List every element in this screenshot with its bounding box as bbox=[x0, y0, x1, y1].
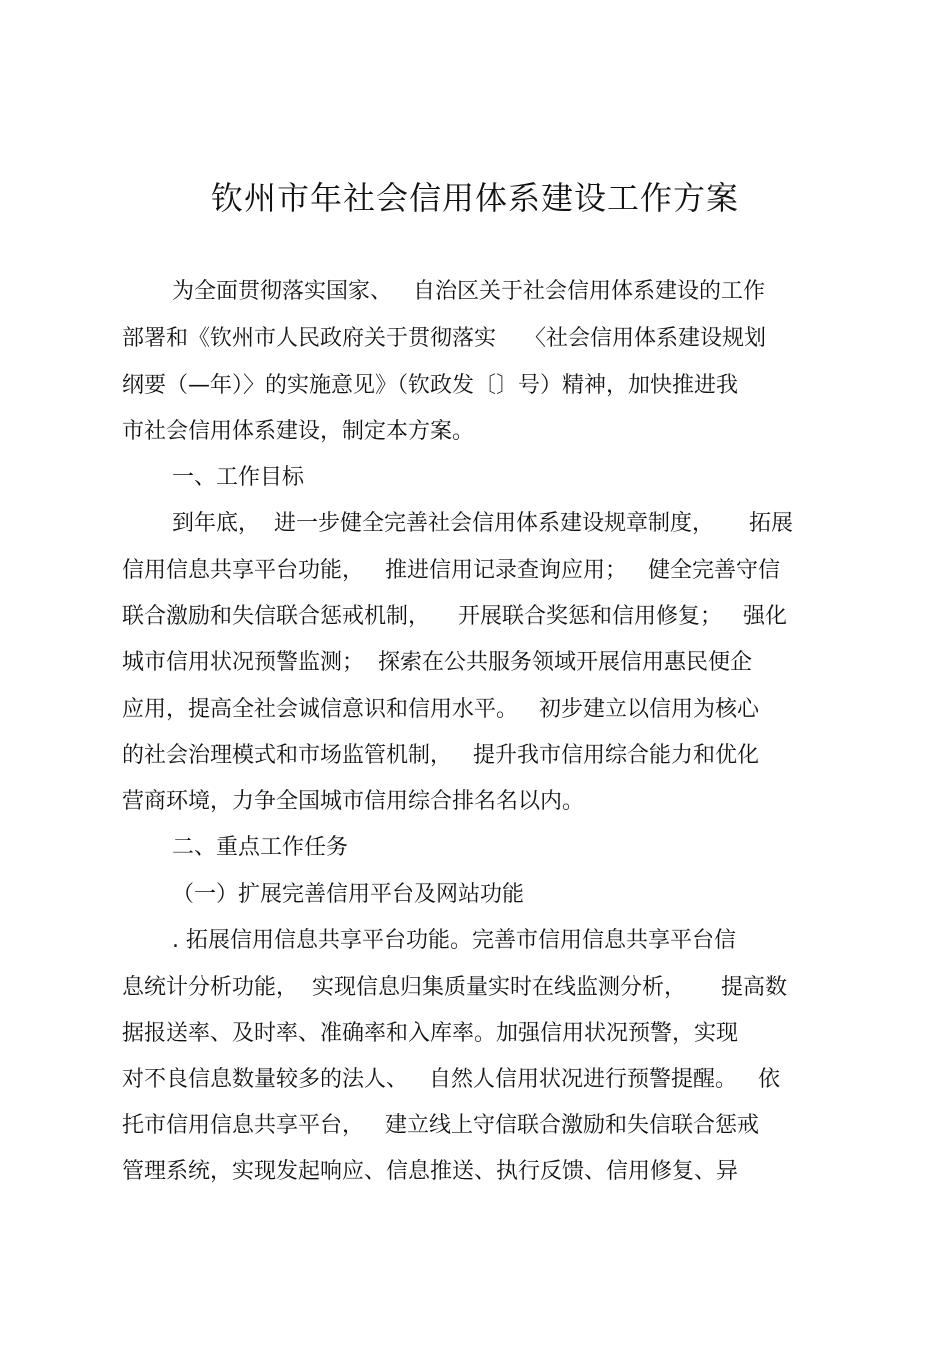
text-line: 联合激励和失信联合惩戒机制， 开展联合奖惩和信用修复； 强化 bbox=[122, 604, 787, 629]
text-line: 托市信用信息共享平台， 建立线上守信联合激励和失信联合惩戒 bbox=[122, 1113, 759, 1138]
text-line: 营商环境，力争全国城市信用综合排名名以内。 bbox=[122, 789, 585, 814]
text-line: 的社会治理模式和市场监管机制， 提升我市信用综合能力和优化 bbox=[122, 743, 759, 768]
text-line: 市社会信用体系建设，制定本方案。 bbox=[122, 419, 475, 444]
text-line: 应用，提高全社会诚信意识和信用水平。 初步建立以信用为核心 bbox=[122, 697, 759, 722]
text-line: 纲要（—年）〉的实施意见》（钦政发〔〕号）精神，加快推进我 bbox=[122, 373, 739, 398]
subsection-heading: （一）扩展完善信用平台及网站功能 bbox=[172, 882, 525, 907]
text-line: 管理系统，实现发起响应、信息推送、执行反馈、信用修复、异 bbox=[122, 1159, 739, 1184]
text-line: 对不良信息数量较多的法人、 自然人信用状况进行预警提醒。 依 bbox=[122, 1067, 780, 1092]
text-line: 据报送率、及时率、准确率和入库率。加强信用状况预警，实现 bbox=[122, 1021, 739, 1046]
text-line: 息统计分析功能， 实现信息归集质量实时在线监测分析， 提高数 bbox=[122, 975, 787, 1000]
text-line: 到年底， 进一步健全完善社会信用体系建设规章制度， 拓展 bbox=[172, 511, 793, 536]
section-heading: 一、工作目标 bbox=[172, 465, 305, 490]
text-line: 信用信息共享平台功能， 推进信用记录查询应用； 健全完善守信 bbox=[122, 558, 780, 583]
text-line: 城市信用状况预警监测； 探索在公共服务领域开展信用惠民便企 bbox=[122, 650, 752, 675]
document-title: 钦州市年社会信用体系建设工作方案 bbox=[210, 179, 739, 217]
text-line: . 拓展信用信息共享平台功能。完善市信用信息共享平台信 bbox=[172, 928, 736, 953]
section-heading: 二、重点工作任务 bbox=[172, 835, 349, 860]
text-line: 为全面贯彻落实国家、 自治区关于社会信用体系建设的工作 bbox=[172, 279, 765, 304]
text-line: 部署和《钦州市人民政府关于贯彻落实 〈社会信用体系建设规划 bbox=[122, 326, 766, 351]
